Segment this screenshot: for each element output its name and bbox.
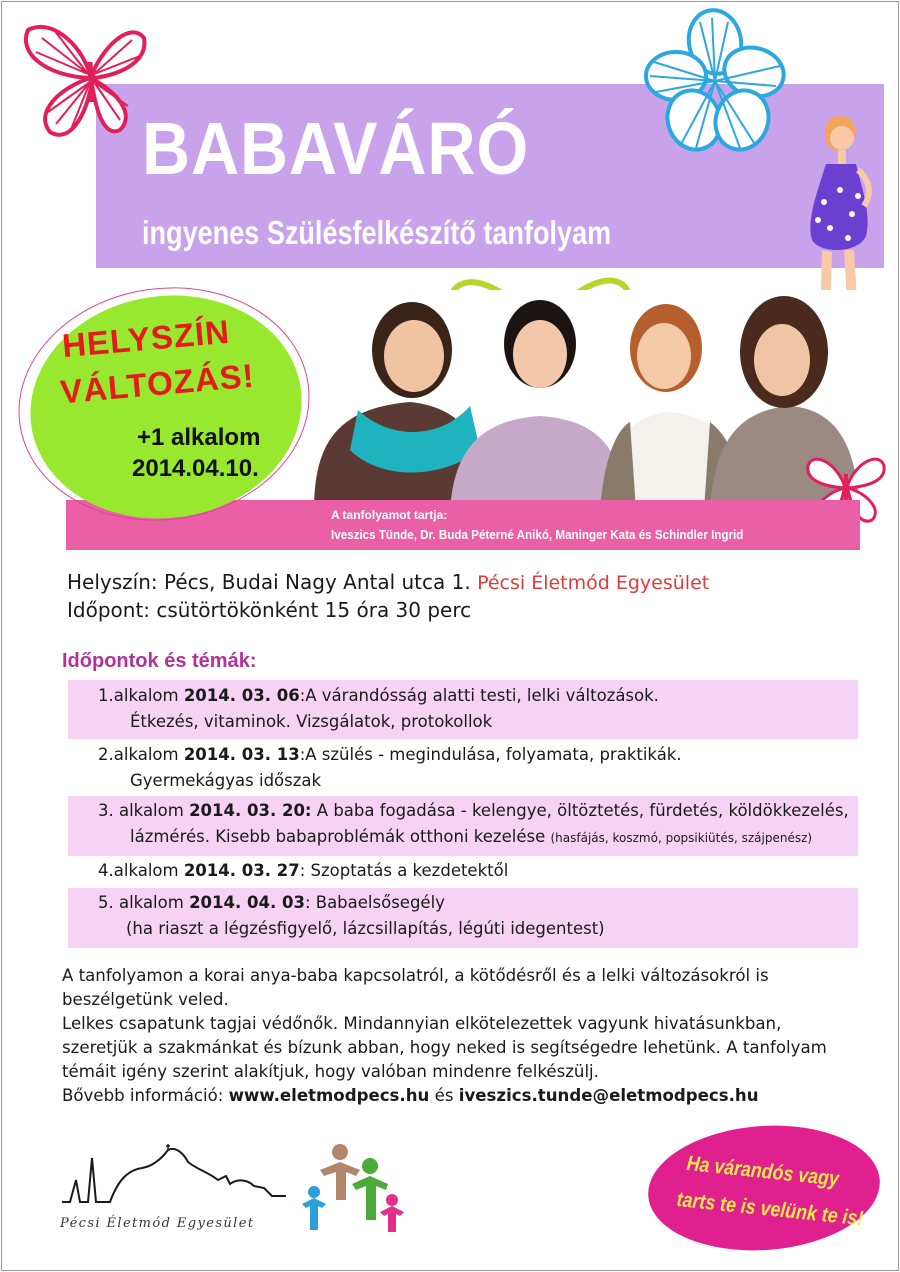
- session-row: [68, 858, 858, 886]
- main-title: BABAVÁRÓ: [142, 107, 530, 190]
- session-row: [68, 742, 858, 794]
- session-topic: A várandósság alatti testi, lelki változások.: [305, 686, 659, 705]
- promo-line-1: Ha várandós vagy: [685, 1152, 840, 1191]
- session-topic: Babaelsősegély: [315, 893, 445, 912]
- session-topic-2: Étkezés, vitaminok. Vizsgálatok, protokollok: [130, 712, 493, 731]
- description-p1: A tanfolyamon a korai anya-baba kapcsolatról, a kötődésről és a lelki változásokról is beszélgetünk veled.: [62, 966, 769, 1009]
- location-org: Pécsi Életmód Egyesület: [477, 572, 710, 594]
- trainer-names: Iveszics Tünde, Dr. Buda Péterné Anikó, Maninger Kata és Schindler Ingrid: [331, 528, 744, 542]
- location-text: Helyszín: Pécs, Budai Nagy Antal utca 1.: [67, 570, 471, 594]
- badge-date: 2014.04.10.: [132, 455, 259, 482]
- family-logo-icon: [296, 1140, 408, 1236]
- session-date: 2014. 03. 13: [183, 745, 300, 764]
- session-label: 1.alkalom: [98, 686, 184, 705]
- flower-blue-icon: [640, 6, 790, 156]
- time-line: Időpont: csütörtökönként 15 óra 30 perc: [67, 598, 472, 622]
- session-topic: A szülés - megindulása, folyamata, praktikák.: [305, 745, 682, 764]
- butterfly-pink-icon: [20, 12, 150, 148]
- session-label: 2.alkalom: [98, 745, 184, 764]
- trainer-label: A tanfolyamot tartja:: [331, 508, 448, 522]
- more-info-line: [62, 1084, 842, 1108]
- sessions-title: Időpontok és témák:: [62, 650, 257, 672]
- subtitle: ingyenes Szülésfelkészítő tanfolyam: [142, 214, 612, 251]
- session-label: 4.alkalom: [98, 861, 184, 880]
- session-topic-2: lázmérés. Kisebb babaproblémák otthoni kezelése: [130, 827, 551, 846]
- session-label: 5. alkalom: [98, 893, 190, 912]
- badge-line-2: VÁLTOZÁS!: [58, 356, 256, 411]
- org-logo-text: Pécsi Életmód Egyesület: [60, 1216, 255, 1231]
- session-date: 2014. 03. 20:: [189, 801, 312, 820]
- org-logo-icon: [58, 1140, 298, 1210]
- session-note: (hasfájás, koszmó, popsikiütés, szájpenész): [550, 831, 813, 845]
- more-info-label: Bővebb információ:: [62, 1086, 229, 1105]
- description-p2: Lelkes csapatunk tagjai védőnők. Mindannyian elkötelezettek vagyunk hivatásunkban, szeretjük a szakmánkat és bízunk abban, hogy neked is segítségedre lehetünk. A tanfolyam témáit igény szerint alakítjuk, hogy valóban mindenre felkészülj.: [62, 1014, 827, 1081]
- session-sep: :: [299, 686, 306, 705]
- session-topic-2: Gyermekágyas időszak: [130, 771, 322, 790]
- badge-extra-session: +1 alkalom: [137, 424, 261, 451]
- session-topic-2: (ha riaszt a légzésfigyelő, lázcsillapítás, légúti idegentest): [126, 919, 605, 938]
- website-link[interactable]: www.eletmodpecs.hu: [228, 1086, 430, 1105]
- session-topic: A baba fogadása - kelengye, öltöztetés, fürdetés, köldökkezelés,: [316, 801, 849, 820]
- session-date: 2014. 04. 03: [189, 893, 305, 912]
- promo-line-2: tarts te is velünk te is!: [675, 1188, 865, 1231]
- badge-line-1: HELYSZÍN: [60, 312, 232, 365]
- session-date: 2014. 03. 06: [183, 686, 300, 705]
- description: [62, 964, 842, 1108]
- session-row: [68, 680, 858, 739]
- session-sep: :: [299, 861, 311, 880]
- session-sep: :: [299, 745, 306, 764]
- session-row: [68, 796, 858, 856]
- session-label: 3. alkalom: [98, 801, 190, 820]
- session-topic: Szoptatás a kezdetektől: [310, 861, 509, 880]
- session-date: 2014. 03. 27: [183, 861, 300, 880]
- location-line: [67, 570, 709, 594]
- session-sep: :: [304, 893, 316, 912]
- trainers-photo: [300, 290, 860, 510]
- session-row: [68, 888, 858, 948]
- email-link[interactable]: iveszics.tunde@eletmodpecs.hu: [458, 1086, 759, 1105]
- more-info-and: és: [429, 1086, 459, 1105]
